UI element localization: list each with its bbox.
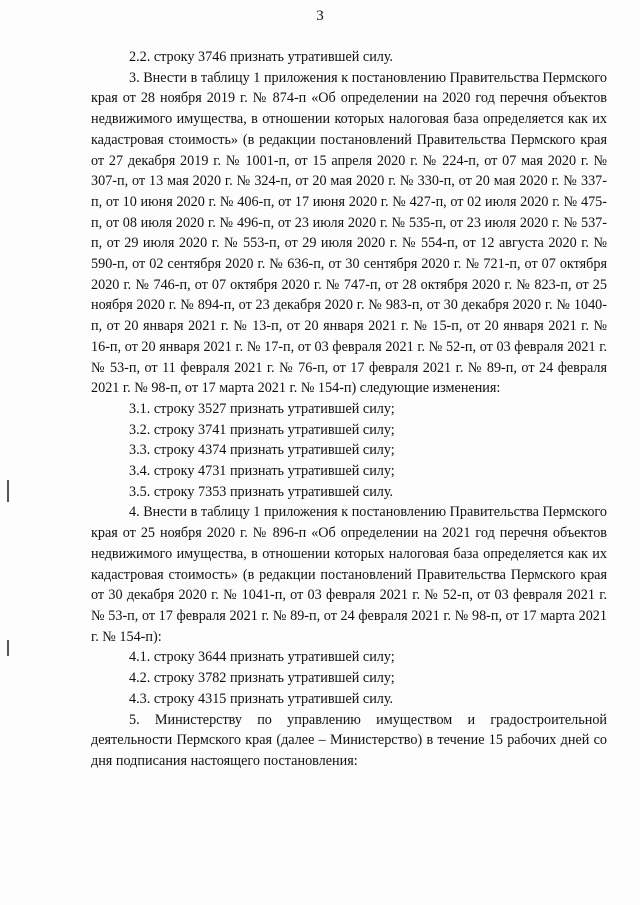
clause-3-4: 3.4. строку 4731 признать утратившей силу;	[129, 463, 395, 480]
clause-4-1: 4.1. строку 3644 признать утратившей силу;	[129, 649, 395, 666]
page-number: 3	[316, 8, 324, 24]
document-body	[91, 47, 607, 772]
clause-2-2: 2.2. строку 3746 признать утратившей силу.	[129, 49, 394, 65]
scan-margin-mark	[7, 640, 9, 656]
scan-margin-mark	[7, 480, 9, 502]
clause-4-3: 4.3. строку 4315 признать утратившей силу.	[129, 690, 394, 707]
clause-3-1: 3.1. строку 3527 признать утратившей силу;	[129, 400, 395, 417]
clause-5: 5. Министерству по управлению имуществом и градостроительной деятельности Пермского края (далее – Министерство) в течение 15 рабочих дней со дня подписания настоящего постановления:	[91, 711, 607, 769]
clause-3-2: 3.2. строку 3741 признать утратившей силу;	[129, 421, 395, 438]
clause-3: 3. Внести в таблицу 1 приложения к постановлению Правительства Пермского края от 28 ноября 2019 г. № 874-п «Об определении на 2020 год перечня объектов недвижимого имущества, в отношении которых налоговая база определяется как их кадастровая стоимость» (в редакции постановлений Правительства Пермского края от 27 декабря 2019 г. № 1001-п, от 15 апреля 2020 г. № 224-п, от 07 мая 2020 г. № 307-п, от 13 мая 2020 г. № 324-п, от 20 мая 2020 г. № 330-п, от 20 мая 2020 г. № 337-п, от 10 июня 2020 г. № 406-п, от 17 июня 2020 г. № 427-п, от 02 июля 2020 г. № 475-п, от 08 июля 2020 г. № 496-п, от 23 июля 2020 г. № 535-п, от 23 июля 2020 г. № 537-п, от 29 июля 2020 г. № 553-п, от 29 июля 2020 г. № 554-п, от 12 августа 2020 г. № 590-п, от 02 сентября 2020 г. № 636-п, от 30 сентября 2020 г. № 721-п, от 07 октября 2020 г. № 746-п, от 07 октября 2020 г. № 747-п, от 28 октября 2020 г. № 823-п, от 25 ноября 2020 г. № 894-п, от 23 декабря 2020 г. № 983-п, от 30 декабря 2020 г. № 1040-п, от 20 января 2021 г. № 13-п, от 20 января 2021 г. № 15-п, от 20 января 2021 г. № 16-п, от 20 января 2021 г. № 17-п, от 03 февраля 2021 г. № 52-п, от 03 февраля 2021 г. № 53-п, от 11 февраля 2021 г. № 76-п, от 17 февраля 2021 г. № 89-п, от 24 февраля 2021 г. № 98-п, от 17 марта 2021 г. № 154-п) следующие изменения:	[91, 69, 607, 397]
clause-3-5: 3.5. строку 7353 признать утратившей силу.	[129, 483, 394, 500]
clause-4-2: 4.2. строку 3782 признать утратившей силу;	[129, 670, 395, 687]
clause-4: 4. Внести в таблицу 1 приложения к постановлению Правительства Пермского края от 25 ноября 2020 г. № 896-п «Об определении на 2021 год перечня объектов недвижимого имущества, в отношении которых налоговая база определяется как их кадастровая стоимость» (в редакции постановлений Правительства Пермского края от 30 декабря 2020 г. № 1041-п, от 03 февраля 2021 г. № 52-п, от 03 февраля 2021 г. № 53-п, от 17 февраля 2021 г. № 89-п, от 24 февраля 2021 г. № 98-п, от 17 марта 2021 г. № 154-п):	[91, 504, 607, 645]
clause-3-3: 3.3. строку 4374 признать утратившей силу;	[129, 442, 395, 459]
